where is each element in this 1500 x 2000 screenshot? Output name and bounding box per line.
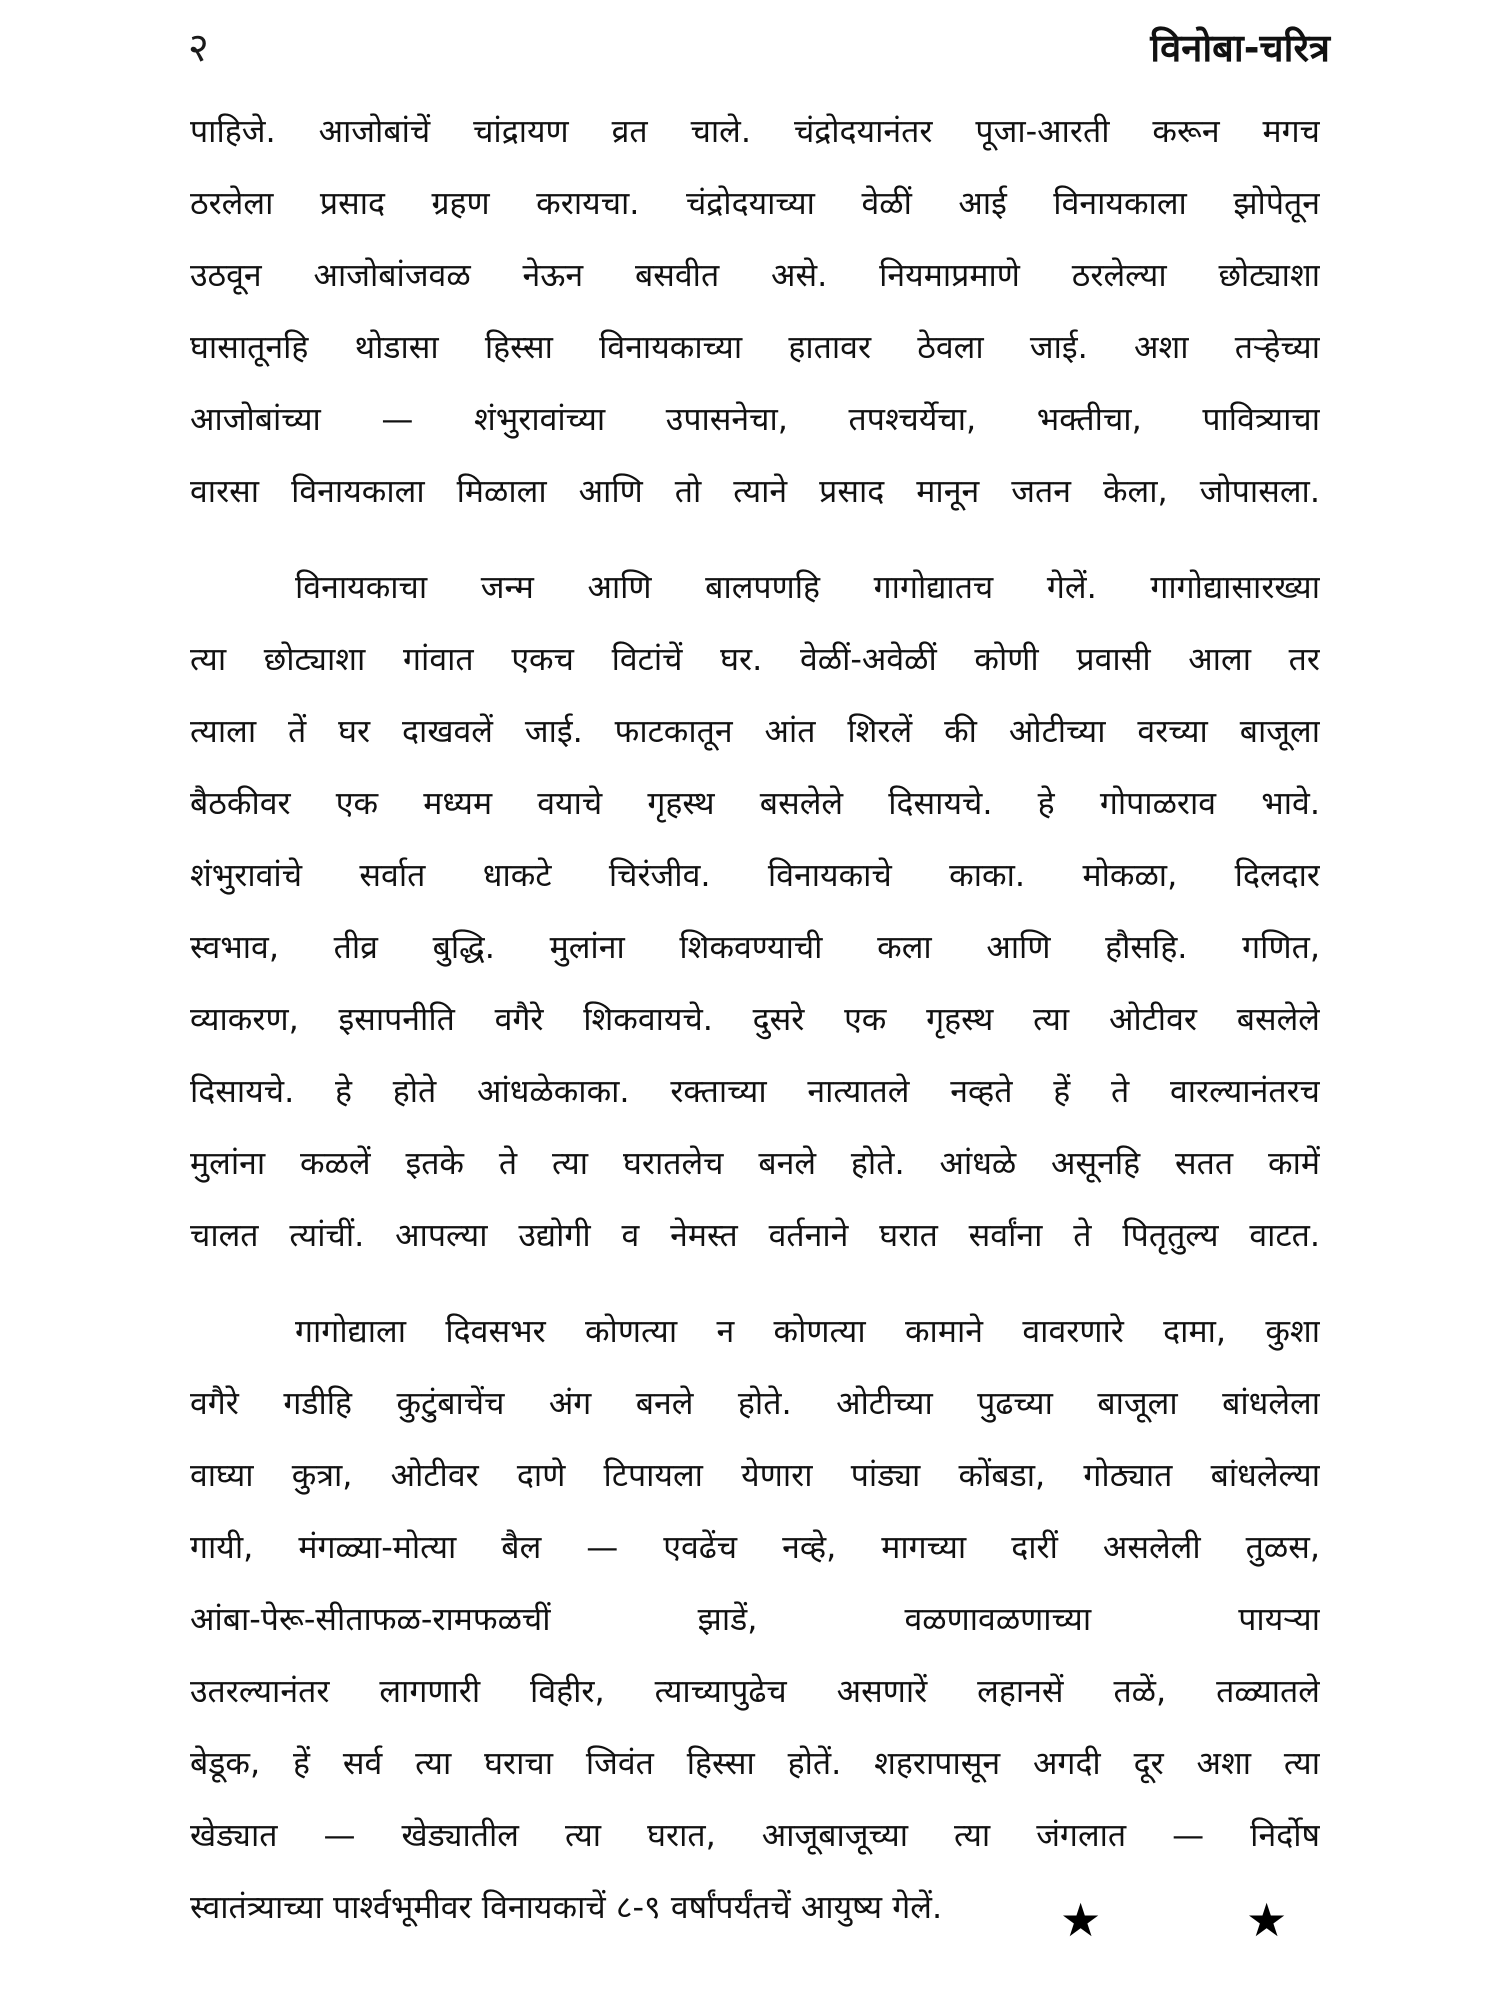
text-line: वारसा विनायकाला मिळाला आणि तो त्याने प्रसाद मानून जतन केला, जोपासला. — [190, 472, 1320, 510]
star-icon: ★ — [1246, 1893, 1288, 1947]
paragraph-2 — [190, 551, 1320, 1271]
text-line: स्वातंत्र्याच्या पार्श्वभूमीवर विनायकाचें ८-९ वर्षांपर्यंतचें आयुष्य गेलें. — [190, 1888, 943, 1926]
running-header-title: विनोबा-चरित्र — [1150, 26, 1330, 70]
text-line: चालत त्यांचीं. आपल्या उद्योगी व नेमस्त वर्तनाने घरात सर्वांना ते पितृतुल्य वाटत. — [190, 1216, 1320, 1254]
text-line: शंभुरावांचे सर्वात धाकटे चिरंजीव. विनायकाचे काका. मोकळा, दिलदार — [190, 856, 1320, 894]
text-line: बैठकीवर एक मध्यम वयाचे गृहस्थ बसलेले दिसायचे. हे गोपाळराव भावे. — [190, 784, 1320, 822]
text-line: बेडूक, हें सर्व त्या घराचा जिवंत हिस्सा होतें. शहरापासून अगदी दूर अशा त्या — [190, 1744, 1320, 1782]
body-text — [190, 95, 1320, 1943]
paragraph-3 — [190, 1295, 1320, 1943]
text-line: वगैरे गडीहि कुटुंबाचेंच अंग बनले होते. ओटीच्या पुढच्या बाजूला बांधलेला — [190, 1384, 1320, 1422]
text-line: गागोद्याला दिवसभर कोणत्या न कोणत्या कामाने वावरणारे दामा, कुशा — [295, 1312, 1320, 1350]
text-line: विनायकाचा जन्म आणि बालपणहि गागोद्यातच गेलें. गागोद्यासारख्या — [295, 568, 1320, 606]
text-line: घासातूनहि थोडासा हिस्सा विनायकाच्या हातावर ठेवला जाई. अशा तऱ्हेच्या — [190, 328, 1320, 366]
text-line: पाहिजे. आजोबांचें चांद्रायण व्रत चाले. चंद्रोदयानंतर पूजा-आरती करून मगच — [190, 112, 1320, 150]
text-line: ठरलेला प्रसाद ग्रहण करायचा. चंद्रोदयाच्या वेळीं आई विनायकाला झोपेतून — [190, 184, 1320, 222]
text-line: आजोबांच्या — शंभुरावांच्या उपासनेचा, तपश्चर्येचा, भक्तीचा, पावित्र्याचा — [190, 400, 1320, 438]
text-line: त्याला तें घर दाखवलें जाई. फाटकातून आंत शिरलें की ओटीच्या वरच्या बाजूला — [190, 712, 1320, 750]
text-line: वाघ्या कुत्रा, ओटीवर दाणे टिपायला येणारा पांड्या कोंबडा, गोठ्यात बांधलेल्या — [190, 1456, 1320, 1494]
text-line: स्वभाव, तीव्र बुद्धि. मुलांना शिकवण्याची कला आणि हौसहि. गणित, — [190, 928, 1320, 966]
section-break-ornament — [1060, 1890, 1300, 1960]
page-number: २ — [188, 25, 209, 71]
text-line: उठवून आजोबांजवळ नेऊन बसवीत असे. नियमाप्रमाणे ठरलेल्या छोट्याशा — [190, 256, 1320, 294]
text-line: खेड्यात — खेड्यातील त्या घरात, आजूबाजूच्या त्या जंगलात — निर्दोष — [190, 1816, 1320, 1854]
text-line: व्याकरण, इसापनीति वगैरे शिकवायचे. दुसरे एक गृहस्थ त्या ओटीवर बसलेले — [190, 1000, 1320, 1038]
text-line: आंबा-पेरू-सीताफळ-रामफळचीं झाडें, वळणावळणाच्या पायऱ्या — [190, 1600, 1320, 1638]
star-icon: ★ — [1060, 1893, 1102, 1947]
text-line: दिसायचे. हे होते आंधळेकाका. रक्ताच्या नात्यातले नव्हते हें ते वारल्यानंतरच — [190, 1072, 1320, 1110]
paragraph-1 — [190, 95, 1320, 527]
text-line: गायी, मंगळ्या-मोत्या बैल — एवढेंच नव्हे, मागच्या दारीं असलेली तुळस, — [190, 1528, 1320, 1566]
text-line: उतरल्यानंतर लागणारी विहीर, त्याच्यापुढेच असणारें लहानसें तळें, तळ्यातले — [190, 1672, 1320, 1710]
text-line: त्या छोट्याशा गांवात एकच विटांचें घर. वेळीं-अवेळीं कोणी प्रवासी आला तर — [190, 640, 1320, 678]
text-line: मुलांना कळलें इतके ते त्या घरातलेच बनले होते. आंधळे असूनहि सतत कामें — [190, 1144, 1320, 1182]
